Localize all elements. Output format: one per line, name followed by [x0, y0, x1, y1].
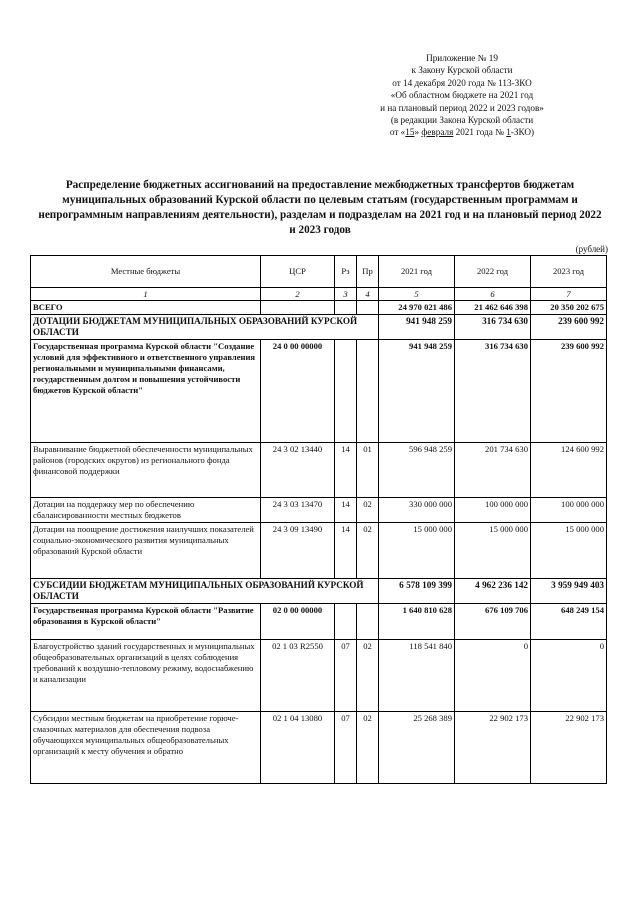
row-2022: 316 734 630 [455, 315, 531, 340]
row-2021: 15 000 000 [379, 523, 455, 579]
row-2023: 124 600 992 [531, 443, 607, 498]
row-rz: 14 [335, 498, 357, 523]
revision-date-suffix: -ЗКО) [510, 127, 535, 138]
budget-table [30, 255, 607, 784]
appendix-law-title: «Об областном бюджете на 2021 год [390, 90, 534, 101]
col-header-local-budgets: Местные бюджеты [31, 256, 261, 288]
row-pr [357, 301, 379, 315]
row-2021: 25 268 389 [379, 712, 455, 784]
row-rz [335, 340, 357, 443]
col-number: 1 [31, 288, 261, 301]
row-2021: 596 948 259 [379, 443, 455, 498]
row-2023: 22 902 173 [531, 712, 607, 784]
col-number: 4 [357, 288, 379, 301]
row-csr: 24 3 09 13490 [261, 523, 335, 579]
row-csr: 24 3 03 13470 [261, 498, 335, 523]
row-csr: 24 0 00 00000 [261, 340, 335, 443]
row-2022: 0 [455, 640, 531, 712]
row-name: Благоустройство зданий государственных и муниципальных общеобразовательных организаций в целях соблюдения требований к воздушно-тепловому режиму, водоснабжению и канализации [31, 640, 261, 712]
row-rz [335, 604, 357, 640]
row-2021: 941 948 259 [379, 315, 455, 340]
column-number-row [31, 288, 607, 301]
col-header-2021: 2021 год [379, 256, 455, 288]
row-rz: 07 [335, 640, 357, 712]
row-2022: 22 902 173 [455, 712, 531, 784]
row-pr: 02 [357, 498, 379, 523]
row-2023: 0 [531, 640, 607, 712]
appendix-header [342, 52, 582, 139]
row-name: Дотации на поддержку мер по обеспечению сбалансированности местных бюджетов [31, 498, 261, 523]
col-number: 5 [379, 288, 455, 301]
row-csr: 02 1 04 13080 [261, 712, 335, 784]
row-2023: 15 000 000 [531, 523, 607, 579]
row-2022: 4 962 236 142 [455, 579, 531, 604]
units-label: (рублей) [575, 244, 608, 254]
row-name: Дотации на поощрение достижения наилучших показателей социально-экономического развития муниципальных образований Курской области [31, 523, 261, 579]
appendix-law-date: от 14 декабря 2020 года № 113-ЗКО [392, 77, 532, 88]
row-name: Выравнивание бюджетной обеспеченности муниципальных районов (городских округов) из регионального фонда финансовой поддержки [31, 443, 261, 498]
row-2023: 239 600 992 [531, 315, 607, 340]
row-2022: 201 734 630 [455, 443, 531, 498]
row-pr: 02 [357, 523, 379, 579]
table-row [31, 640, 607, 712]
row-name: Государственная программа Курской области "Создание условий для эффективного и ответственного управления региональными и муниципальными финансами, государственным долгом и повышения устойчивости бюджетов Курской области" [31, 340, 261, 443]
row-2023: 239 600 992 [531, 340, 607, 443]
row-2023: 100 000 000 [531, 498, 607, 523]
table-row [31, 712, 607, 784]
row-2023: 20 350 202 675 [531, 301, 607, 315]
row-2023: 648 249 154 [531, 604, 607, 640]
row-name: Субсидии местным бюджетам на приобретение горюче-смазочных материалов для обеспечения подвоза обучающихся муниципальных общеобразовательных организаций к месту обучения и обратно [31, 712, 261, 784]
revision-law-number: 1 [506, 127, 511, 138]
appendix-number: Приложение № 19 [426, 53, 498, 63]
table-row-section [31, 579, 607, 604]
row-csr [261, 301, 335, 315]
row-2021: 330 000 000 [379, 498, 455, 523]
row-2021: 941 948 259 [379, 340, 455, 443]
row-rz [335, 301, 357, 315]
col-number: 7 [531, 288, 607, 301]
revision-date-day: 15 [405, 127, 415, 138]
row-2022: 316 734 630 [455, 340, 531, 443]
col-header-2023: 2023 год [531, 256, 607, 288]
row-2021: 1 640 810 628 [379, 604, 455, 640]
col-number: 6 [455, 288, 531, 301]
table-row-section [31, 315, 607, 340]
table-row-program [31, 340, 607, 443]
row-rz: 14 [335, 443, 357, 498]
row-rz: 14 [335, 523, 357, 579]
row-csr: 24 3 02 13440 [261, 443, 335, 498]
col-number: 2 [261, 288, 335, 301]
row-pr [357, 340, 379, 443]
row-name: Государственная программа Курской области "Развитие образования в Курской области" [31, 604, 261, 640]
row-csr: 02 0 00 00000 [261, 604, 335, 640]
row-name: СУБСИДИИ БЮДЖЕТАМ МУНИЦИПАЛЬНЫХ ОБРАЗОВАНИЙ КУРСКОЙ ОБЛАСТИ [31, 579, 379, 604]
table-row [31, 443, 607, 498]
revision-date-prefix: от « [389, 127, 406, 138]
table-row-program [31, 604, 607, 640]
row-2023: 3 959 949 403 [531, 579, 607, 604]
col-header-2022: 2022 год [455, 256, 531, 288]
col-header-csr: ЦСР [261, 256, 335, 288]
document-title: Распределение бюджетных ассигнований на предоставление межбюджетных трансфертов бюджетам муниципальных образований Курской области по целевым статьям (государственным программам и непрограммным направлениям деятельности), разделам и подразделам на 2021 год и на плановый период 2022 и 2023 годов [38, 179, 602, 236]
row-rz: 07 [335, 712, 357, 784]
appendix-law-ref: к Закону Курской области [411, 65, 513, 76]
table-row [31, 498, 607, 523]
row-csr: 02 1 03 R2550 [261, 640, 335, 712]
appendix-revision: (в редакции Закона Курской области [390, 115, 534, 126]
col-number: 3 [335, 288, 357, 301]
col-header-pr: Пр [357, 256, 379, 288]
appendix-law-period: и на плановый период 2022 и 2023 годов» [380, 102, 544, 113]
row-2022: 21 462 646 398 [455, 301, 531, 315]
row-pr: 01 [357, 443, 379, 498]
row-2022: 676 109 706 [455, 604, 531, 640]
row-2021: 24 970 021 486 [379, 301, 455, 315]
revision-date-year: 2021 года № [453, 127, 507, 138]
row-pr: 02 [357, 640, 379, 712]
row-pr: 02 [357, 712, 379, 784]
row-2022: 100 000 000 [455, 498, 531, 523]
row-2022: 15 000 000 [455, 523, 531, 579]
row-2021: 118 541 840 [379, 640, 455, 712]
row-name: ВСЕГО [31, 301, 261, 315]
table-header-row [31, 256, 607, 288]
revision-date-mid: » [414, 127, 422, 138]
table-row [31, 523, 607, 579]
table-row-total [31, 301, 607, 315]
col-header-rz: Рз [335, 256, 357, 288]
row-name: ДОТАЦИИ БЮДЖЕТАМ МУНИЦИПАЛЬНЫХ ОБРАЗОВАНИЙ КУРСКОЙ ОБЛАСТИ [31, 315, 379, 340]
row-2021: 6 578 109 399 [379, 579, 455, 604]
row-pr [357, 604, 379, 640]
revision-date-month: февраля [421, 127, 454, 138]
appendix-revision-date [342, 126, 582, 138]
